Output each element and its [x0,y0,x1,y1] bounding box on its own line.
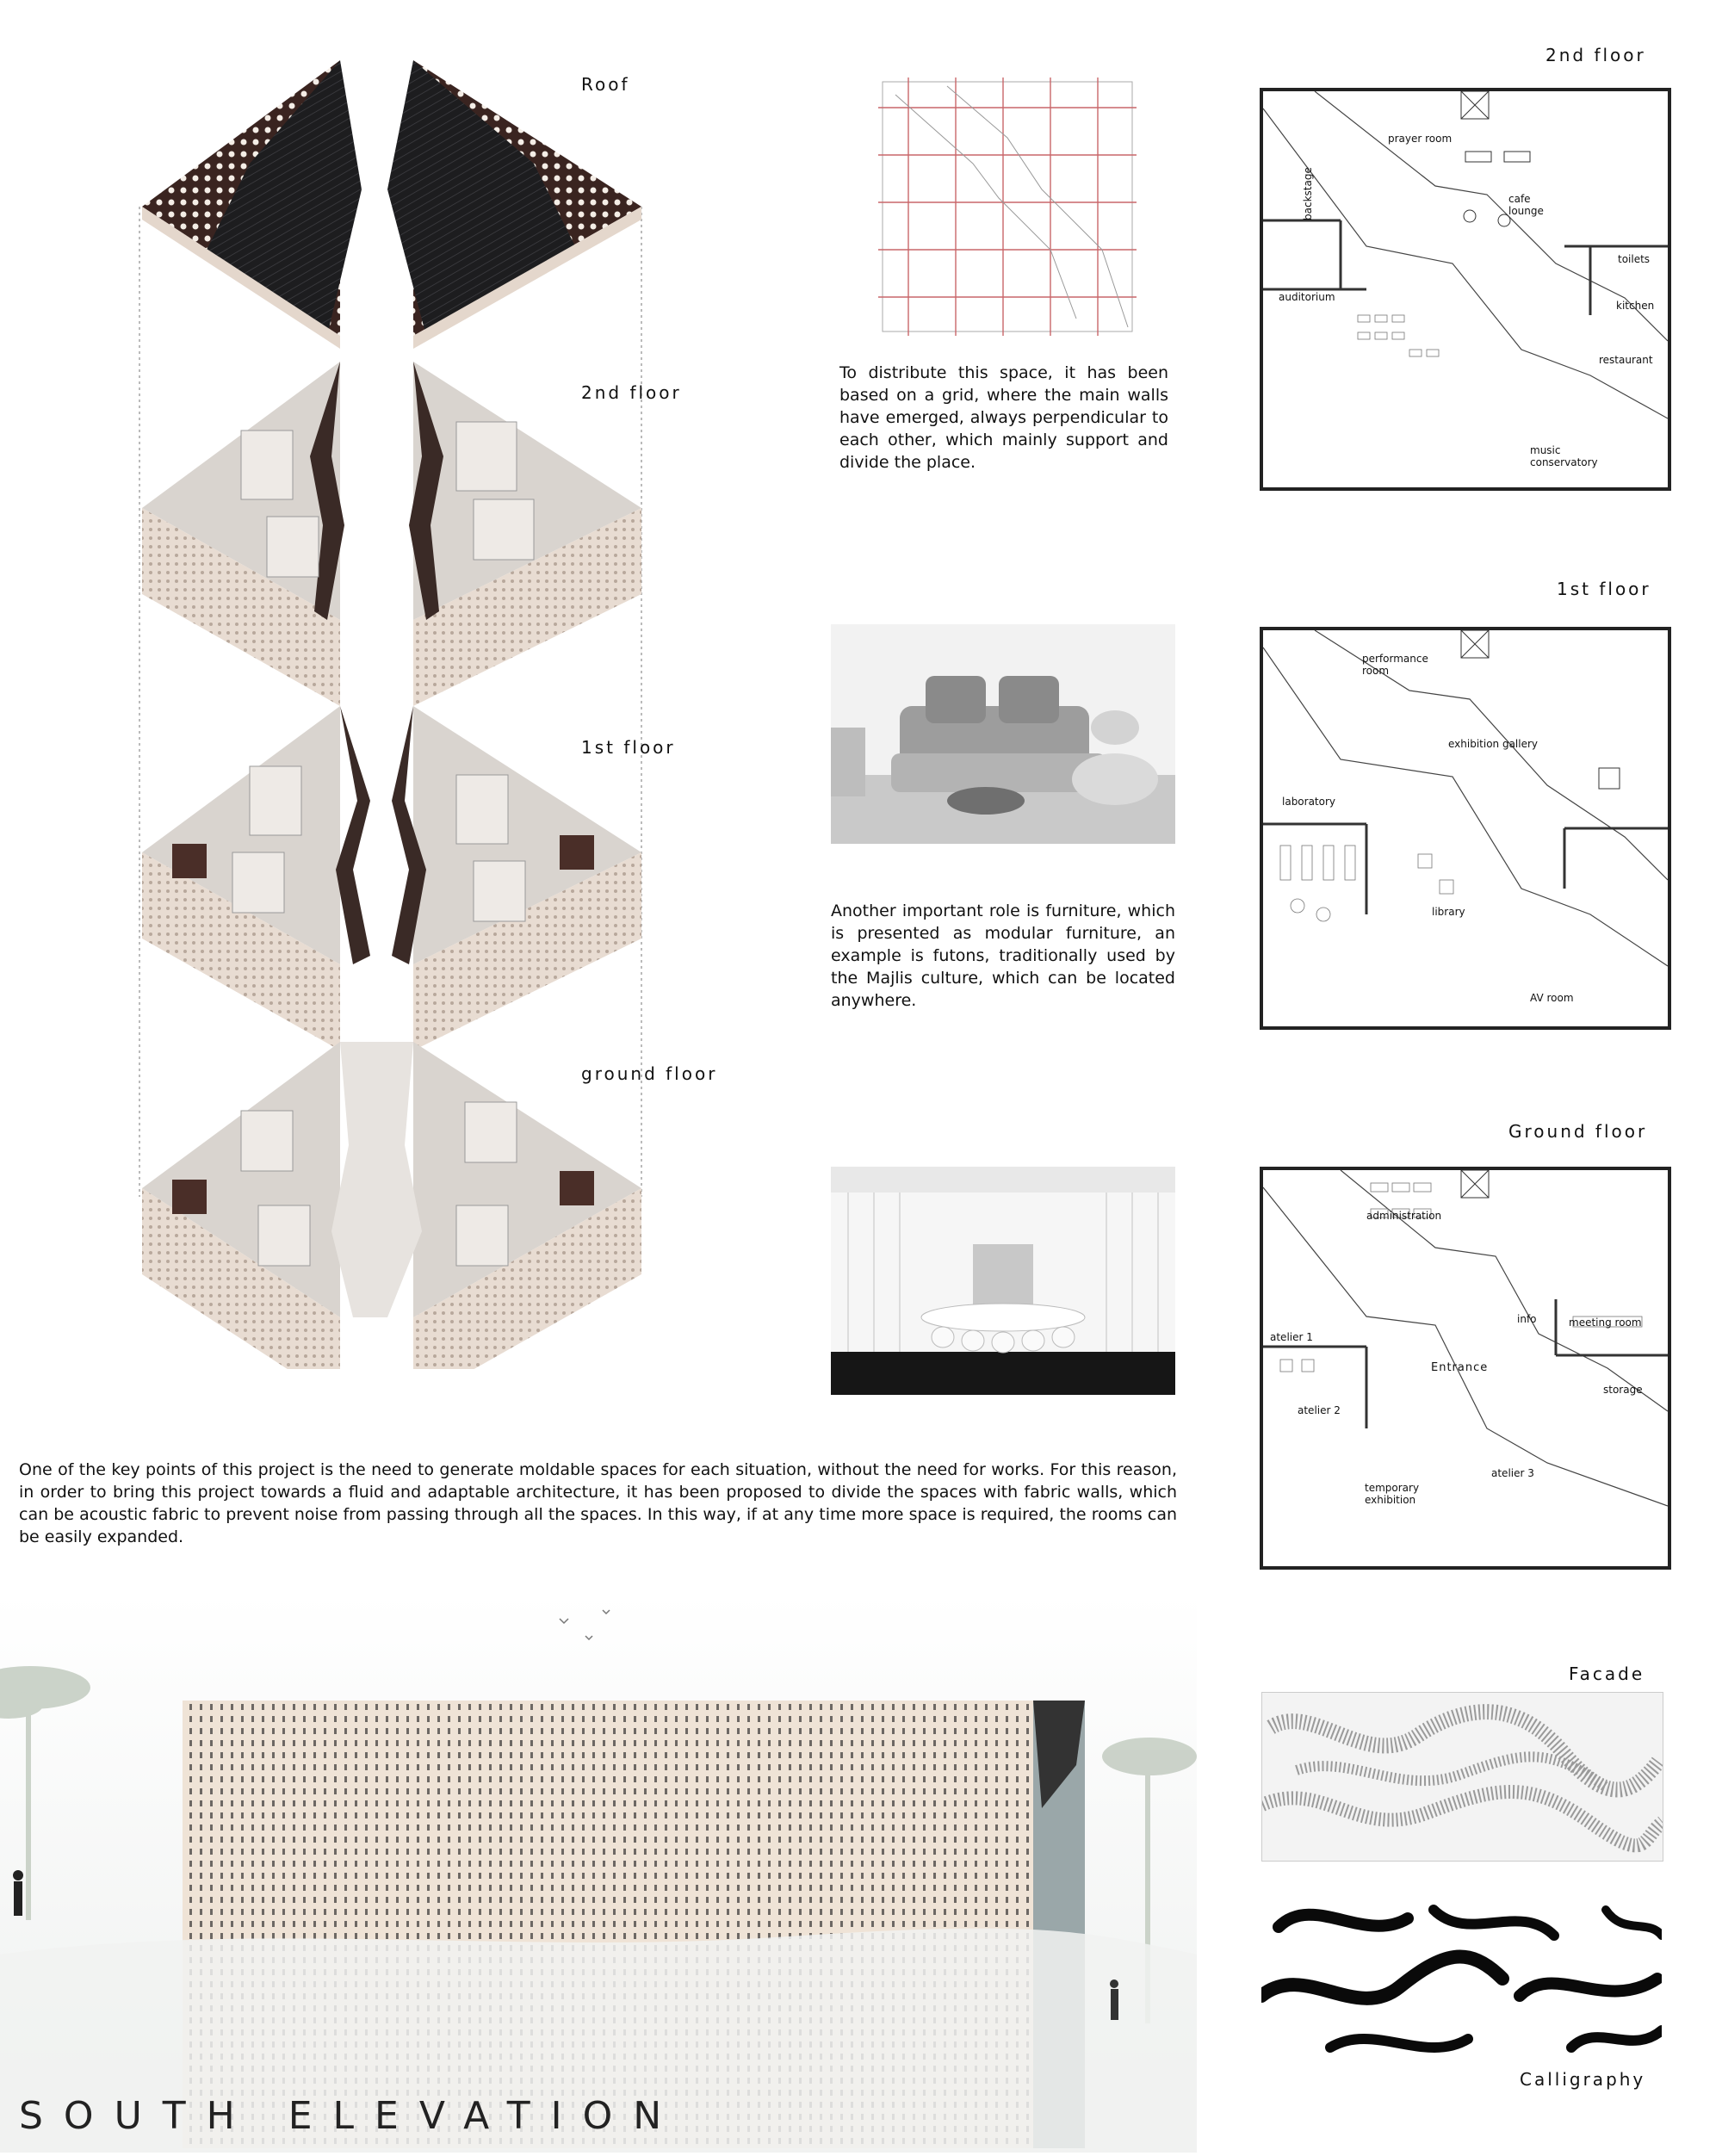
ground-floor-label: ground floor [581,1063,718,1084]
calligraphy-pattern [1261,1893,1662,2065]
room-backstage: backstage [1302,167,1314,220]
room-auditorium: auditorium [1279,291,1335,303]
room-laboratory: laboratory [1282,796,1336,808]
first-floor-label: 1st floor [581,737,676,758]
room-atelier3: atelier 3 [1491,1467,1534,1479]
room-kitchen: kitchen [1616,300,1655,312]
second-floor-axonometric [142,362,641,706]
south-elevation [0,1593,1197,2153]
room-toilets: toilets [1618,253,1651,265]
room-entrance: Entrance [1431,1361,1489,1374]
room-meeting: meeting room [1569,1317,1642,1329]
second-floor-label: 2nd floor [581,382,682,403]
room-administration: administration [1366,1210,1442,1222]
grid-diagram [878,77,1137,336]
room-library: library [1432,906,1465,918]
room-restaurant: restaurant [1599,354,1653,366]
plan-ground-title: Ground floor [1508,1121,1648,1142]
furniture-text: Another important role is furniture, which is presented as modular furniture, an example is futons, traditionally used by the Majlis culture, which can be located anywhere. [831,901,1175,1010]
white-room-photo [831,1167,1175,1395]
elevation-title: SOUTH ELEVATION [19,2094,683,2138]
room-atelier2: atelier 2 [1298,1404,1341,1416]
plan-1st-title: 1st floor [1557,579,1651,599]
roof-label: Roof [581,74,630,95]
main-text: One of the key points of this project is the need to generate moldable spaces for each situation, without the need for works. For this reason, in order to bring this project towards a fluid and adaptable architecture, it has been proposed to divide the spaces with fabric walls, which can be acoustic fabric to prevent noise from passing through all the spaces. In this way, if at any time more space is required, the rooms can be easily expanded. [19,1460,1177,1546]
room-temporary: temporary exhibition [1365,1482,1420,1506]
room-atelier1: atelier 1 [1270,1331,1313,1343]
calligraphy-label: Calligraphy [1520,2069,1646,2090]
first-floor-axonometric [142,706,641,1050]
room-info: info [1517,1313,1537,1325]
futon-photo [831,624,1175,844]
room-storage: storage [1603,1384,1643,1396]
exploded-axonometry [129,52,663,1369]
plan-second-floor [1260,88,1671,491]
roof-axonometric [142,60,641,349]
grid-text: To distribute this space, it has been based on a grid, where the main walls have emerged, always perpendicular to each other, which mainly support and divide the place. [839,363,1168,472]
room-cafe: cafe lounge [1508,193,1544,217]
room-performance: performance room [1362,653,1428,677]
room-prayer: prayer room [1388,133,1453,145]
room-exhibition: exhibition gallery [1448,738,1539,750]
ground-floor-axonometric [142,1042,641,1369]
facade-pattern [1261,1692,1663,1862]
facade-label: Facade [1569,1663,1645,1684]
plan-ground-floor [1260,1167,1671,1570]
plan-first-floor [1260,627,1671,1030]
room-music: music conservatory [1530,444,1598,468]
room-av: AV room [1530,992,1574,1004]
plan-2nd-title: 2nd floor [1545,45,1646,65]
